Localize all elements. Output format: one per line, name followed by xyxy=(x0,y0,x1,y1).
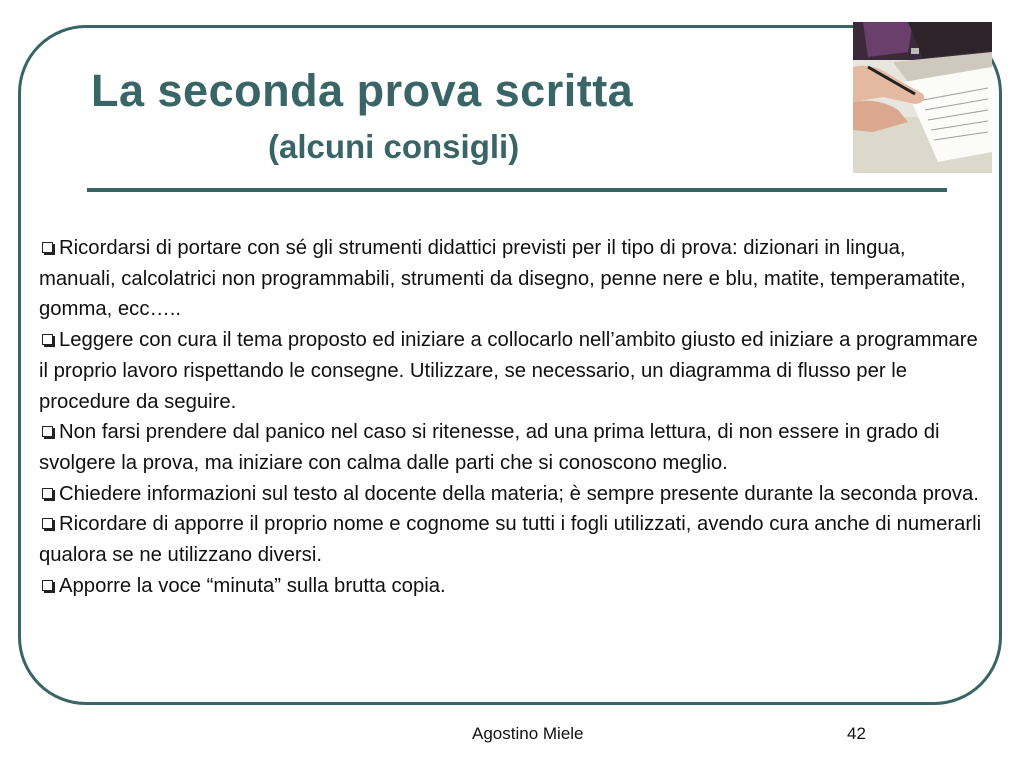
square-bullet-icon xyxy=(42,426,53,437)
bullet-text: Leggere con cura il tema proposto ed iniziare a collocarlo nell’ambito giusto ed iniziare a programmare il proprio lavoro rispettando le consegne. Utilizzare, se necessario, un diagramma di flusso per le procedure da seguire. xyxy=(39,329,978,413)
square-bullet-icon xyxy=(42,580,53,591)
bullet-text: Non farsi prendere dal panico nel caso si ritenesse, ad una prima lettura, di non essere in grado di svolgere la prova, ma iniziare con calma dalle parti che si conoscono meglio. xyxy=(39,421,940,474)
square-bullet-icon xyxy=(42,518,53,529)
bullet-text: Chiedere informazioni sul testo al docente della materia; è sempre presente durante la seconda prova. xyxy=(59,482,979,505)
list-item xyxy=(39,509,984,570)
list-item xyxy=(39,571,984,602)
square-bullet-icon xyxy=(42,488,53,499)
footer-author: Agostino Miele xyxy=(472,724,584,743)
slide-subtitle: (alcuni consigli) xyxy=(268,128,520,165)
square-bullet-icon xyxy=(42,242,53,253)
page-number: 42 xyxy=(847,724,866,743)
bullet-text: Apporre la voce “minuta” sulla brutta copia. xyxy=(59,574,446,597)
list-item xyxy=(39,233,984,325)
list-item xyxy=(39,325,984,417)
square-bullet-icon xyxy=(42,334,53,345)
list-item xyxy=(39,417,984,478)
bullet-text: Ricordarsi di portare con sé gli strumenti didattici previsti per il tipo di prova: dizionari in lingua, manuali, calcolatrici non programmabili, strumenti da disegno, penne nere e blu, matite, temperamatite, gomma, ecc….. xyxy=(39,237,966,321)
list-item xyxy=(39,479,984,510)
title-divider xyxy=(87,188,947,192)
writing-hand-photo xyxy=(853,22,992,173)
bullet-list xyxy=(39,233,984,601)
slide-title: La seconda prova scritta xyxy=(91,65,634,116)
bullet-text: Ricordare di apporre il proprio nome e cognome su tutti i fogli utilizzati, avendo cura anche di numerarli qualora se ne utilizzano diversi. xyxy=(39,513,982,567)
